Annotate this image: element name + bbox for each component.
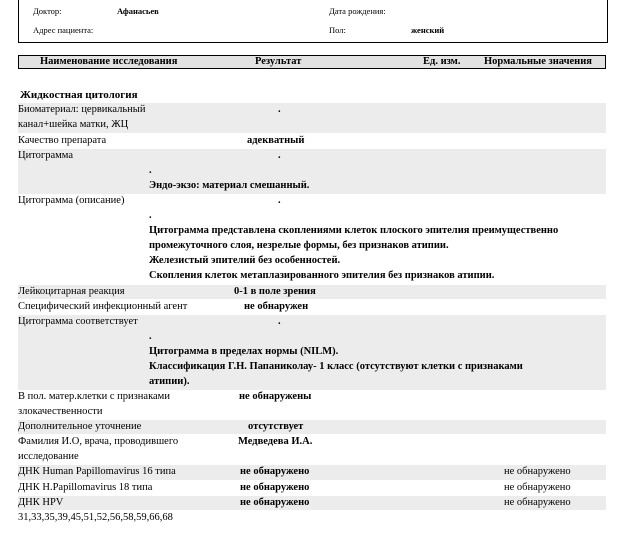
row-name: Биоматериал: цервикальный (18, 104, 146, 115)
row-cytogram-matches (18, 315, 606, 390)
row-description: Эндо-экзо: материал смешанный. (149, 180, 310, 191)
row-norm: не обнаружено (504, 466, 571, 477)
row-result: не обнаружено (240, 466, 310, 477)
row-name: Специфический инфекционный агент (18, 301, 188, 312)
row-result: отсутствует (248, 421, 304, 432)
row-result: не обнаружен (244, 301, 309, 312)
col-result-header: Результат (255, 56, 302, 67)
address-label: Адрес пациента: (33, 25, 94, 35)
row-desc-line: Железистый эпителий без особенностей. (149, 255, 341, 266)
row-atypia (18, 390, 606, 420)
row-name: В пол. матер.клетки с признаками (18, 391, 170, 402)
row-result: . (278, 150, 281, 161)
row-desc-line: Скопления клеток метаплазированного эпителия без признаков атипии. (149, 270, 495, 281)
row-name-cont: злокачественности (18, 406, 103, 417)
col-unit-header: Ед. изм. (423, 56, 461, 67)
row-name: ДНК H.Papillomavirus 18 типа (18, 482, 153, 493)
row-desc-line: атипии). (149, 376, 190, 387)
row-result: Медведева И.А. (238, 436, 313, 447)
row-name: ДНК Human Papillomavirus 16 типа (18, 466, 176, 477)
row-dot: . (149, 165, 152, 176)
row-hpv16 (18, 465, 606, 480)
row-result: не обнаружено (240, 482, 310, 493)
patient-header-box (18, 0, 608, 43)
row-cytogram-description (18, 194, 606, 284)
column-header (18, 55, 606, 69)
sex-value: женский (411, 25, 445, 35)
row-name: Лейкоцитарная реакция (18, 286, 125, 297)
row-examining-doctor (18, 435, 606, 465)
row-result: . (278, 104, 281, 115)
col-norm-header: Нормальные значения (484, 56, 592, 67)
row-result: . (278, 195, 281, 206)
row-biomaterial (18, 103, 606, 133)
row-desc-line: Цитограмма представлена скоплениями клеток плоского эпителия преимущественно (149, 225, 559, 236)
row-name: Качество препарата (18, 135, 107, 146)
row-name: Фамилия И.О, врача, проводившего (18, 436, 179, 447)
dob-label: Дата рождения: (329, 6, 386, 16)
row-result: адекватный (247, 135, 305, 146)
section-title: Жидкостная цитология (20, 89, 138, 101)
row-name-cont: исследование (18, 451, 79, 462)
row-desc-line: Цитограмма в пределах нормы (NILM). (149, 346, 339, 357)
row-name-cont: 31,33,35,39,45,51,52,56,58,59,66,68 (18, 512, 173, 523)
row-name-cont: канал+шейка матки, ЖЦ (18, 119, 129, 130)
row-name: Дополнительное уточнение (18, 421, 142, 432)
doctor-label: Доктор: (33, 6, 62, 16)
row-extra (18, 420, 606, 434)
row-dot: . (149, 331, 152, 342)
row-hpv18 (18, 481, 606, 495)
row-dot: . (149, 210, 152, 221)
col-name-header: Наименование исследования (40, 56, 178, 67)
row-name: Цитограмма (18, 150, 73, 161)
row-infectious-agent (18, 300, 606, 314)
row-norm: не обнаружено (504, 497, 571, 508)
row-result: не обнаружены (239, 391, 312, 402)
row-hpv-other-cont (18, 511, 606, 525)
row-desc-line: Классификация Г.Н. Папаниколау- 1 класс (отсутствуют клетки с признаками (149, 361, 523, 372)
row-result: 0-1 в поле зрения (234, 286, 316, 297)
sex-label: Пол: (329, 25, 346, 35)
row-name: ДНК HPV (18, 497, 64, 508)
row-name: Цитограмма (описание) (18, 195, 125, 206)
row-quality (18, 134, 606, 148)
row-name: Цитограмма соответствует (18, 316, 138, 327)
row-result: не обнаружено (240, 497, 310, 508)
row-hpv-other (18, 496, 606, 510)
row-cytogram (18, 149, 606, 194)
row-result: . (278, 316, 281, 327)
doctor-value: Афанасьев (117, 6, 159, 16)
row-norm: не обнаружено (504, 482, 571, 493)
row-leukocyte (18, 285, 606, 299)
row-desc-line: промежуточного слоя, незрелые формы, без признаков атипии. (149, 240, 449, 251)
